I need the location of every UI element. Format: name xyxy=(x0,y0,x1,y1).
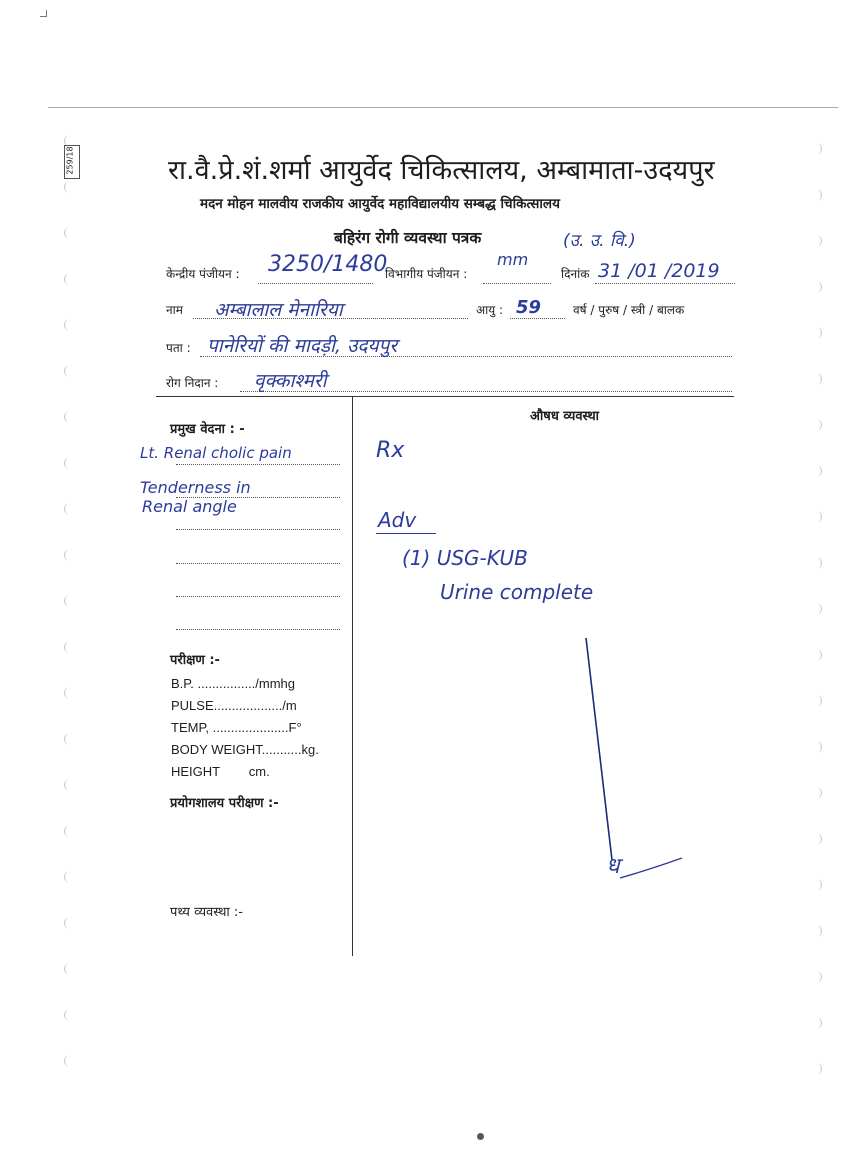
column-divider-vertical xyxy=(352,396,353,956)
perforation-mark xyxy=(814,833,822,845)
body-weight-field: BODY WEIGHT...........kg. xyxy=(171,742,319,757)
perforation-mark xyxy=(64,365,72,377)
central-registration-line xyxy=(258,283,373,284)
complaint-1: Lt. Renal cholic pain xyxy=(140,444,292,462)
advice-item-1: (1) USG-KUB xyxy=(402,546,528,570)
perforation-mark xyxy=(814,419,822,431)
perforation-mark xyxy=(64,1009,72,1021)
complaint-line-1 xyxy=(176,464,340,465)
examination-label: परीक्षण :- xyxy=(170,653,220,668)
doctor-initials: ध xyxy=(606,854,620,879)
perforation-mark xyxy=(814,603,822,615)
perforation-mark xyxy=(814,557,822,569)
diagnosis-value: वृक्काश्मरी xyxy=(254,370,327,392)
perforation-mark xyxy=(814,879,822,891)
central-registration-value: 3250/1480 xyxy=(268,252,388,277)
age-label: आयु : xyxy=(476,303,504,317)
perforation-mark xyxy=(814,235,822,247)
address-value: पानेरियों की मादड़ी, उदयपुर xyxy=(207,335,398,357)
age-value: 59 xyxy=(516,297,542,318)
perforation-mark xyxy=(814,373,822,385)
corner-tick xyxy=(40,10,47,17)
perforation-mark xyxy=(64,411,72,423)
height-field: HEIGHT cm. xyxy=(171,764,270,779)
dept-registration-label: विभागीय पंजीयन : xyxy=(385,267,468,281)
perforation-mark xyxy=(64,641,72,653)
perforation-mark xyxy=(64,549,72,561)
perforation-mark xyxy=(64,227,72,239)
date-line xyxy=(595,283,735,284)
complaints-label: प्रमुख वेदना : - xyxy=(170,422,245,437)
name-value: अम्बालाल मेनारिया xyxy=(214,299,343,321)
advice-underline xyxy=(376,533,436,534)
medication-heading: औषध व्यवस्था xyxy=(530,409,600,424)
perforation-mark xyxy=(64,457,72,469)
section-divider-horizontal xyxy=(156,396,734,397)
perforation-mark xyxy=(814,695,822,707)
page-top-edge xyxy=(48,107,838,108)
bp-field: B.P. ................/mmhg xyxy=(171,676,296,691)
affiliation-line: मदन मोहन मालवीय राजकीय आयुर्वेद महाविद्यालयीय सम्बद्ध चिकित्सालय xyxy=(200,196,560,212)
strike-stroke xyxy=(586,638,612,860)
bottom-blot xyxy=(477,1133,484,1140)
dept-registration-value: mm xyxy=(497,250,529,269)
diet-label: पथ्य व्यवस्था :- xyxy=(170,905,243,920)
form-title: बहिरंग रोगी व्यवस्था पत्रक xyxy=(334,229,482,247)
complaint-line-6 xyxy=(176,629,340,630)
complaint-3: Renal angle xyxy=(142,497,237,516)
perforation-mark xyxy=(814,741,822,753)
perforation-mark xyxy=(814,143,822,155)
perforation-mark xyxy=(64,917,72,929)
hospital-name: रा.वै.प्रे.शं.शर्मा आयुर्वेद चिकित्सालय, अम्बामाता-उदयपुर xyxy=(168,155,715,186)
perforation-mark xyxy=(814,465,822,477)
perforation-mark xyxy=(814,189,822,201)
perforation-mark xyxy=(64,733,72,745)
date-value: 31 /01 /2019 xyxy=(598,260,720,282)
age-gender-options: वर्ष / पुरुष / स्त्री / बालक xyxy=(573,303,685,317)
central-registration-label: केन्द्रीय पंजीयन : xyxy=(166,267,240,281)
initials-tail xyxy=(618,852,688,882)
perforation-mark xyxy=(64,871,72,883)
perforation-mark xyxy=(64,825,72,837)
complaint-line-4 xyxy=(176,563,340,564)
pulse-field: PULSE.................../m xyxy=(171,698,297,713)
perforation-mark xyxy=(814,327,822,339)
perforation-mark xyxy=(64,963,72,975)
rx-mark: Rx xyxy=(376,438,405,463)
address-label: पता : xyxy=(166,341,191,355)
complaint-line-5 xyxy=(176,596,340,597)
date-label: दिनांक xyxy=(561,267,590,281)
perforation-mark xyxy=(64,273,72,285)
form-title-note: (उ. उ. वि.) xyxy=(563,231,636,251)
perforation-mark xyxy=(814,649,822,661)
perforation-mark xyxy=(64,319,72,331)
age-line xyxy=(510,318,565,319)
initials-stroke xyxy=(620,858,682,878)
perforation-mark xyxy=(64,1055,72,1067)
advice-mark: Adv xyxy=(378,508,417,532)
serial-stamp-text: 259/18 xyxy=(65,146,75,175)
perforation-mark xyxy=(814,925,822,937)
perforation-mark xyxy=(814,787,822,799)
serial-stamp xyxy=(64,145,80,179)
perforation-mark xyxy=(64,687,72,699)
name-label: नाम xyxy=(166,303,183,317)
perforation-mark xyxy=(64,779,72,791)
diagnosis-label: रोग निदान : xyxy=(166,376,219,390)
perforation-mark xyxy=(814,281,822,293)
perforation-mark xyxy=(814,971,822,983)
complaint-2: Tenderness in xyxy=(140,478,251,497)
complaint-line-2 xyxy=(176,497,340,498)
lab-tests-label: प्रयोगशालय परीक्षण :- xyxy=(170,796,279,811)
perforation-mark xyxy=(814,511,822,523)
complaint-line-3 xyxy=(176,529,340,530)
perforation-mark xyxy=(814,1017,822,1029)
temp-field: TEMP, .....................F° xyxy=(171,720,302,735)
perforation-mark xyxy=(64,595,72,607)
dept-registration-line xyxy=(483,283,551,284)
perforation-mark xyxy=(814,1063,822,1075)
advice-item-2: Urine complete xyxy=(440,580,594,604)
perforation-mark xyxy=(64,503,72,515)
perforation-mark xyxy=(64,181,72,193)
